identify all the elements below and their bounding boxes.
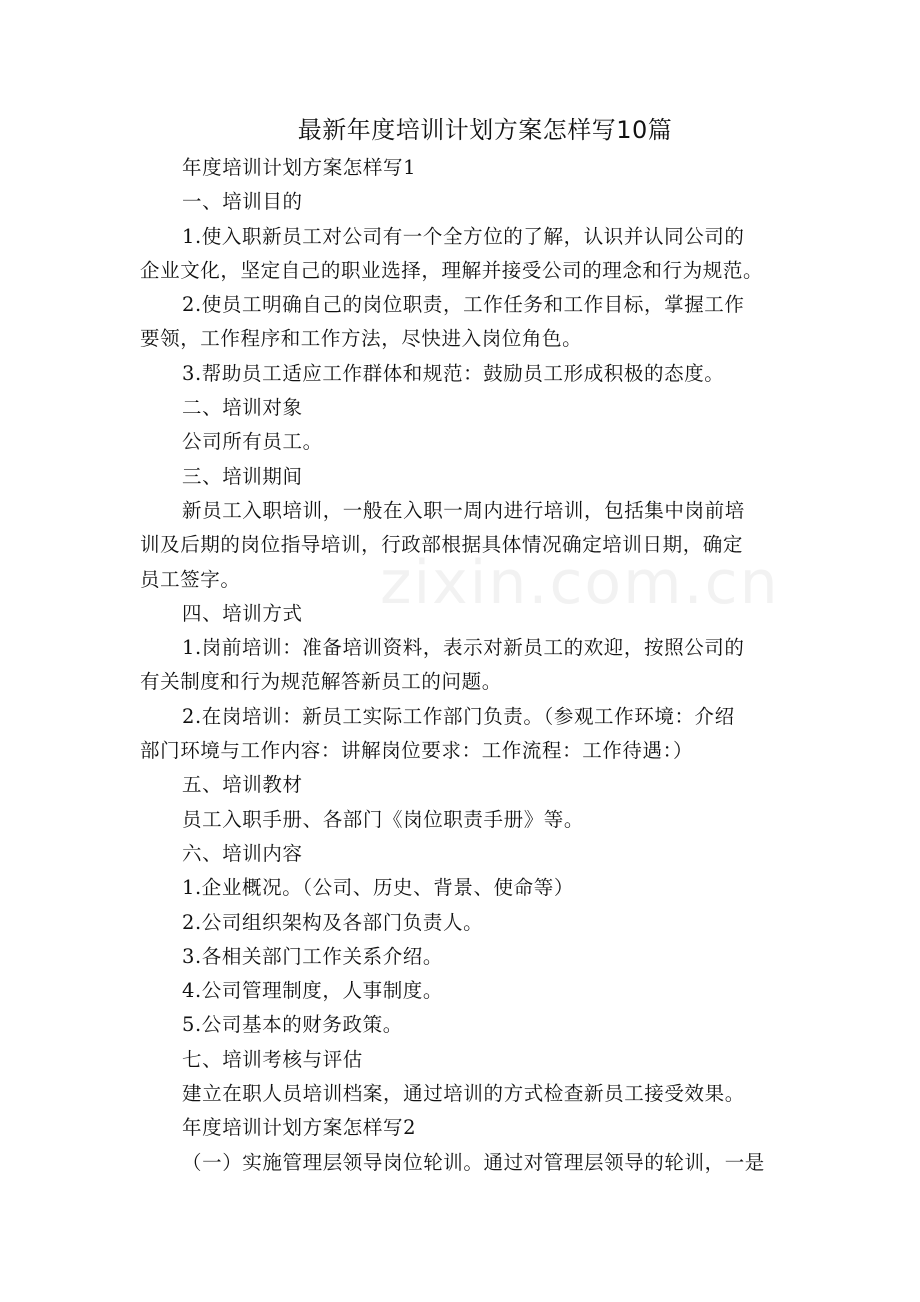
list-item: 5.公司基本的财务政策。 xyxy=(182,1013,403,1037)
document-body xyxy=(140,151,790,1180)
subsection-heading: 四、培训方式 xyxy=(182,601,303,625)
list-item: 3.各相关部门工作关系介绍。 xyxy=(182,944,444,968)
list-item: 1.企业概况。（公司、历史、背景、使命等） xyxy=(182,876,574,900)
section-heading: 年度培训计划方案怎样写2 xyxy=(182,1116,417,1140)
paragraph-line: 1.使入职新员工对公司有一个全方位的了解，认识并认同公司的 xyxy=(182,224,745,248)
section-heading: 年度培训计划方案怎样写1 xyxy=(182,156,417,179)
list-item: 2.公司组织架构及各部门负责人。 xyxy=(182,910,484,934)
paragraph-line: 员工签字。 xyxy=(140,567,241,591)
subsection-heading: 七、培训考核与评估 xyxy=(182,1047,363,1071)
paragraph-line: 1.岗前培训：准备培训资料，表示对新员工的欢迎，按照公司的 xyxy=(182,636,745,660)
subsection-heading: 五、培训教材 xyxy=(182,773,303,797)
document-title: 最新年度培训计划方案怎样写10篇 xyxy=(297,116,673,144)
paragraph-line: 2.在岗培训：新员工实际工作部门负责。（参观工作环境：介绍 xyxy=(182,704,735,728)
paragraph-line: 3.帮助员工适应工作群体和规范：鼓励员工形成积极的态度。 xyxy=(182,361,725,385)
watermark: zixin.com.cn xyxy=(380,548,780,618)
paragraph-line: （一）实施管理层领导岗位轮训。通过对管理层领导的轮训，一是 xyxy=(182,1150,765,1174)
subsection-heading: 二、培训对象 xyxy=(182,396,303,420)
paragraph-line: 2.使员工明确自己的岗位职责，工作任务和工作目标，掌握工作 xyxy=(182,293,745,317)
subsection-heading: 一、培训目的 xyxy=(182,190,303,214)
list-item: 4.公司管理制度，人事制度。 xyxy=(182,979,444,1003)
paragraph-line: 要领，工作程序和工作方法，尽快进入岗位角色。 xyxy=(140,327,583,351)
paragraph-line: 企业文化，坚定自己的职业选择，理解并接受公司的理念和行为规范。 xyxy=(140,258,764,282)
paragraph-line: 公司所有员工。 xyxy=(182,430,323,454)
paragraph-line: 新员工入职培训，一般在入职一周内进行培训，包括集中岗前培 xyxy=(182,498,745,522)
paragraph-line: 训及后期的岗位指导培训，行政部根据具体情况确定培训日期，确定 xyxy=(140,533,744,557)
paragraph-line: 建立在职人员培训档案，通过培训的方式检查新员工接受效果。 xyxy=(182,1082,745,1106)
subsection-heading: 六、培训内容 xyxy=(182,841,303,865)
paragraph-line: 部门环境与工作内容：讲解岗位要求：工作流程：工作待遇：） xyxy=(140,739,694,763)
paragraph-line: 有关制度和行为规范解答新员工的问题。 xyxy=(140,670,502,694)
subsection-heading: 三、培训期间 xyxy=(182,464,303,488)
paragraph-line: 员工入职手册、各部门《岗位职责手册》等。 xyxy=(182,807,585,831)
